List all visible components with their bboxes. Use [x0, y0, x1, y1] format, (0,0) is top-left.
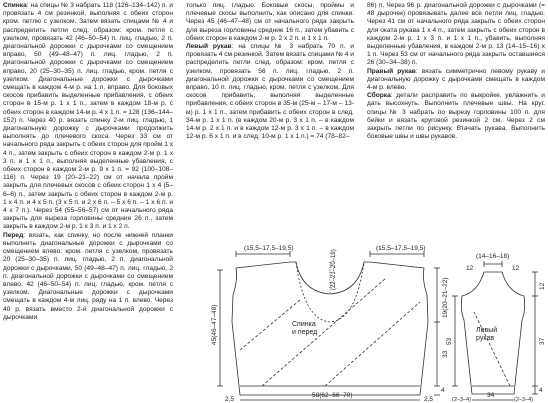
paragraph-heading: Правый рукав	[367, 67, 416, 75]
body-piece-label: Спинка и перед	[292, 321, 318, 336]
paragraph-heading: Левый рукав	[186, 43, 232, 51]
diagonal-1	[262, 278, 386, 386]
paragraph-text: : на спицы № 3 набрать 118 (126–134–142) п. и провязать 4 см резинкой, выполняя с обеих сторон кром. петлю с узелком. Затем вязать спицами № 4 и распределить петли след. образом: кром. петля с узелком, провязать 42 (46–50–54) п. лиц. гладью, 2 п. диагональной дорожки с дырочками со смещением вправо, 50 (49–48–47) п. лиц. гладью, 2 п. диагональной дорожки с дырочками со смещением вправо, 20 (25–30–35) п. лиц. гладью, кром. петля с узелком. Диагональные дорожки с дырочками смещать в каждом 4-м р. на 1 п. вправо. Для боковых скосов прибавить выделенные прибавления, с обеих сторон в 15-м р. 1 х 1 п., затем в каждом 18-м р. с обеих сторон в каждом 14-м р. 4 х 1 п. = 128 (136–144–152) п. Через 40 р. вязать спинку 2-м лиц. гладью, 1 диагональную дорожку с дырочками продолжить выполнять до плечевого скоса. Через 33 см от начального ряда закрыть с обеих сторон для пройм 1 х 4 п., затем закрыть с обеих сторон в каждом 2-м р. 1 х 3 п. и 1 х 1 п., выполняя выделенные убавления, с обеих сторон в каждом 2-м р. 9 х 1 п. = 92 (100–108–116) п. Через 19 (20–21–22) см от начала пройм закрыть для плечевых скосов с обеих сторон 1 х 4 (5–6–6) п., затем закрыть с обеих сторон в каждом 2-м р. 1 х 4 п. и 4 х 5 п. (3 х 5 п. и 2 х 6 п. – 5 х 6 п. – 1 х 6 п. и 4 х 7 п.). Через 54 (55–56–57) см от начального ряда закрыть для выреза горловины средние 26 п., затем закрыть в каждом 2-м р. 1 х 3 п. и 1 х 2 п.	[3, 2, 173, 231]
sleeve-bottom-left-label: (2–3–4)	[452, 397, 471, 403]
sleeve-bottom-right-label: (2–3–4)	[514, 397, 533, 403]
paragraph-text: : на спицы № 3 набрать 70 п. и провязать 4 см резинкой. Затем вязать спицами № 4 и распределить петли след. образом: кром. петля с узелком, провязать 56 п. лиц. гладью, 2 п. диагональной дорожки с дырочками со смещением вправо, 10 п. лиц. гладью, кром. петля с узелком. Для скосов прибавить, выполняя выделенные прибавления, с обеих сторон в 35-м (25-м – 17-м – 13-м) р. 1 х 1 п., затем прибавить с обеих сторон в след. 34-м р. 1 х 1 п. (в каждом 20-м р. 3 х 1 п. – в каждом 14-м р. 2 х 1 п. и в каждом 12-м р. 3 х 1 п. – в каждом 12-м р. 6 х 1 п. и в след. 10-м р. 1 х 1 п.) = 74 (78–82–	[186, 43, 354, 141]
body-outline	[232, 262, 428, 395]
paragraph-text: : детали расправить по выкройке, увлажнить и дать высохнуть. Выполнить плечевые швы. На круг. спицы № 3 набрать по вырезу горловины 100 п. для бейки и вязать круговой резинкой 2 см. Через 2 см закрыть петли по рисунку. Втачать рукава. Выполнить боковые швы и швы рукавов.	[367, 92, 545, 141]
body-shoulder-right-label: (15,5–17,5–19,5)	[376, 245, 426, 252]
body-side-height-label: 33	[442, 350, 449, 358]
paragraph-text: : вязать симметрично левому рукаву и диагональную дорожку с дырочками смещать в каждом 4-м р. влево.	[367, 67, 545, 92]
sleeve-top-right-label: 12	[512, 265, 520, 272]
diagonal-3	[240, 300, 300, 350]
paragraph-heading: Перед	[3, 231, 24, 239]
sleeve-lower-height-label: 37	[539, 337, 546, 345]
body-hem-label: 4	[441, 387, 445, 394]
body-left-height-label: 45(46–47–48)	[211, 304, 218, 345]
body-schematic	[217, 251, 440, 400]
sleeve-top-width-label: (14–16–18)	[476, 253, 510, 260]
paragraph-text: : вязать, как спинку, но после нижней планки выполнить диагональные дорожки с дырочками со смещением влево: кром. петля с узелком, провязать 20 (25–30–35) п. лиц. гладью, 2 п. диагональной дорожки с дырочками, 50 (49–48–47) п. лиц. гладью, 2 п. диагональной дорожки с дырочками со смещением влево, 42 (46–50–54) п. лиц. гладью, кром. петля с узелком. Диагональные дорожки с дырочками смещать в каждом 4-м лиц. ряду на 1 п. влево. Через 40 р. вязать вместо 2-й диагональной дорожки с дырочками	[3, 231, 173, 321]
sleeve-height-label: 53	[446, 337, 453, 345]
body-side-offset-left: 2,5	[225, 396, 235, 403]
body-side-offset-right: 2,5	[424, 396, 434, 403]
body-neck-depth-label: (22–21–20–19)	[331, 249, 337, 290]
sleeve-cap-height-label: 12	[539, 282, 546, 290]
sleeve-piece-label: Левый рукав	[476, 327, 498, 342]
sleeve-top-left-label: 12	[466, 265, 474, 272]
sleeve-diagonal	[474, 312, 510, 386]
paragraph-text: 86) п. Через 96 р. диагональной дорожки с дырочками (= 48 дырочек) провязывать далее все петли лиц. гладью. Через 41 см от начального ряда закрыть с обеих сторон для оката рукава 1 х 4 п., затем закрыть с обеих сторон в каждом 2-м р. 1 х 3 п. и 1 х 1 п., убавить, выполняя выделенные убавления, в каждом 2-м р. 13 (14–15–16) х 1 п. Через 53 см от начального ряда закрыть оставшиеся 26 (30–34–38) п.	[367, 2, 545, 67]
paragraph-text: только лиц. гладью. Боковые скосы, проймы и плечевые скосы выполнить, как описано для спинки. Через 45 (46–47–48) см от начального ряда закрыть для выреза горловины средние 16 п., затем убавить с обеих сторон в каждом 2-м р. 2 х 2 п. и 1 х 1 п.	[186, 2, 354, 42]
body-armhole-height-label: 19(20–21–22)	[442, 277, 449, 318]
sleeve-bottom-width-label: 34	[487, 392, 495, 399]
paragraph-heading: Сборка	[367, 92, 391, 100]
diagonal-2	[325, 302, 420, 386]
body-width-label: 58(62–66–70)	[312, 392, 353, 399]
body-shoulder-left-label: (15,5–17,5–19,5)	[244, 245, 294, 252]
paragraph-heading: Спинка	[3, 2, 27, 9]
sleeve-cuff-label: 4	[539, 387, 543, 394]
